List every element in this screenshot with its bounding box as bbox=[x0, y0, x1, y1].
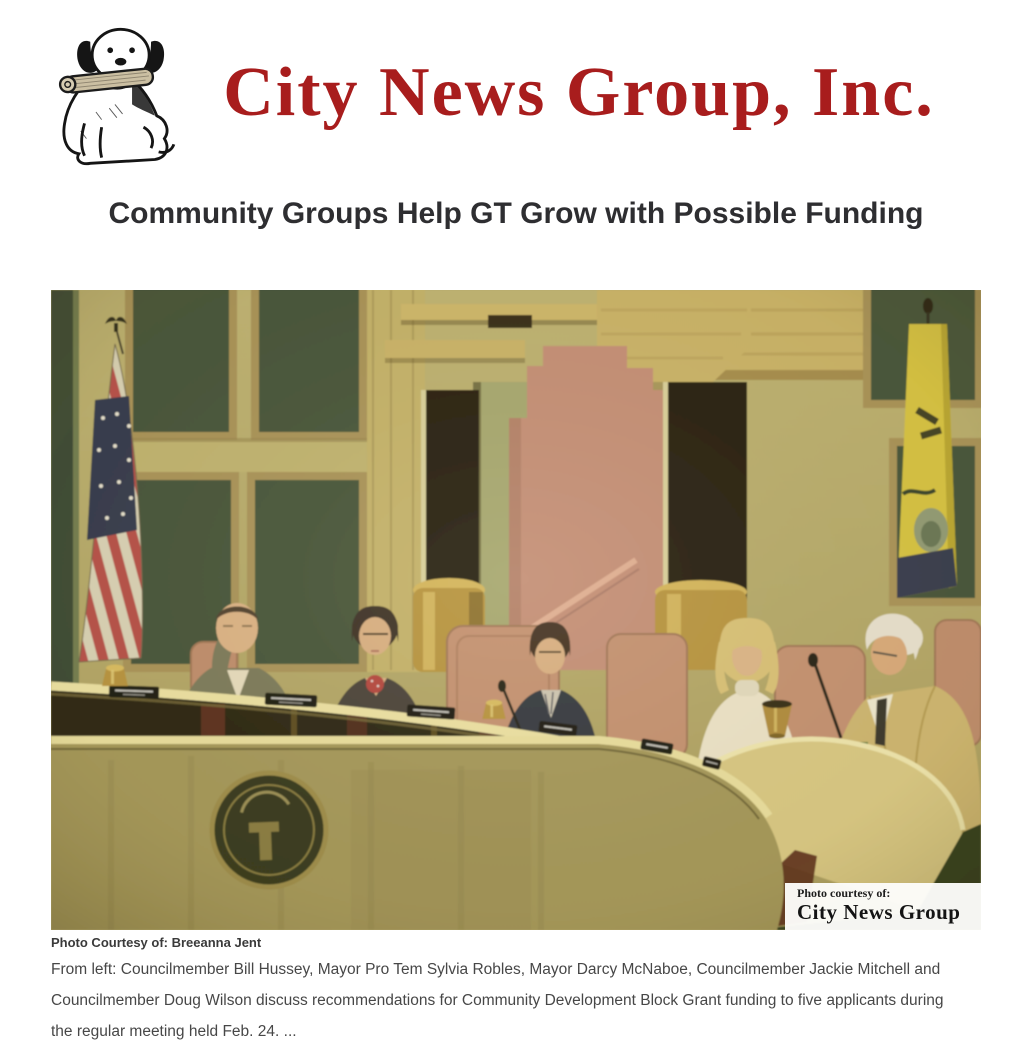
watermark-line2: City News Group bbox=[797, 900, 961, 924]
photo-credit: Photo Courtesy of: Breeanna Jent bbox=[51, 935, 262, 950]
site-header bbox=[51, 0, 981, 172]
watermark-line1: Photo courtesy of: bbox=[797, 886, 891, 900]
photo-watermark bbox=[785, 883, 981, 930]
brand-title: City News Group, Inc. bbox=[223, 54, 935, 131]
article-photo bbox=[51, 290, 981, 930]
article-headline: Community Groups Help GT Grow with Possible Funding bbox=[108, 197, 924, 230]
council-meeting-photo bbox=[51, 290, 981, 930]
body-text-line: Councilmember Doug Wilson discuss recommendations for Community Development Block Grant funding to five applicants during bbox=[51, 992, 944, 1009]
dog-with-newspaper-logo bbox=[51, 17, 177, 169]
article-body bbox=[51, 954, 981, 1047]
body-text-line: the regular meeting held Feb. 24. ... bbox=[51, 1023, 297, 1040]
body-text-line: From left: Councilmember Bill Hussey, Mayor Pro Tem Sylvia Robles, Mayor Darcy McNaboe, Councilmember Jackie Mitchell and bbox=[51, 961, 941, 978]
